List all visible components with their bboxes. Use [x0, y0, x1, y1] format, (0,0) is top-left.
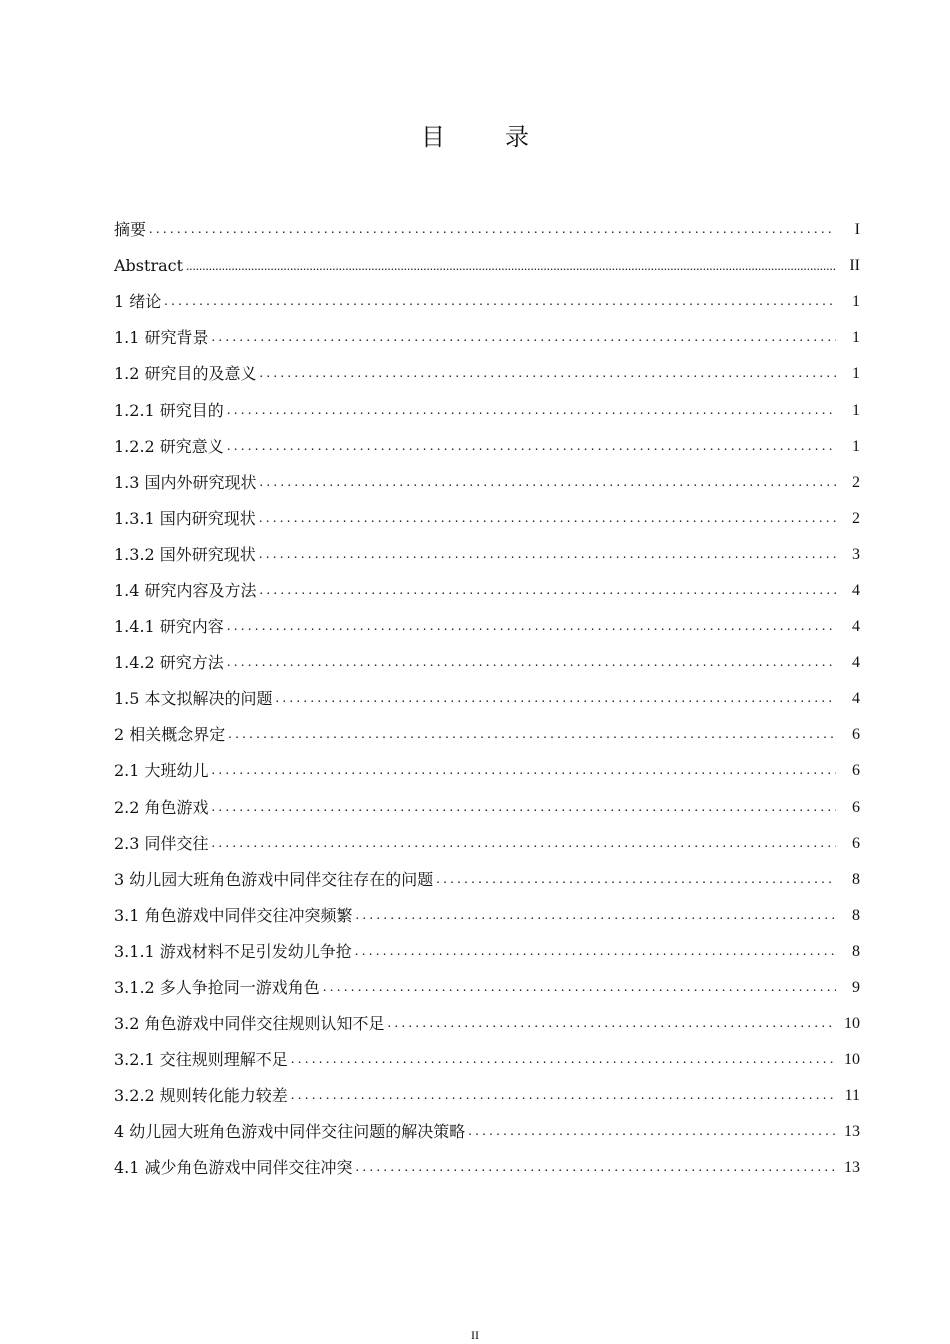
toc-leader-dots [291, 1050, 836, 1070]
toc-entry-label: 1.3 国内外研究现状 [114, 472, 257, 492]
toc-entry[interactable] [114, 429, 860, 465]
toc-entry-page: 1 [852, 437, 860, 455]
toc-entry[interactable] [114, 392, 860, 428]
toc-entry-page: 1 [852, 365, 860, 383]
toc-entry-page: 6 [852, 834, 860, 852]
toc-entry-page: 1 [852, 293, 860, 311]
toc-leader-dots [227, 437, 836, 457]
toc-entry-page: 4 [852, 618, 860, 636]
toc-entry-label: 1.3.2 国外研究现状 [114, 544, 256, 564]
toc-entry-label: 3.1 角色游戏中同伴交往冲突频繁 [114, 905, 353, 925]
page-number-footer: II [471, 1328, 479, 1342]
toc-entry[interactable] [114, 465, 860, 501]
toc-leader-dots [260, 581, 836, 601]
table-of-contents [114, 212, 860, 1187]
toc-entry-page: 10 [844, 1015, 860, 1033]
toc-leader-dots [212, 798, 836, 818]
toc-entry-label: 1.5 本文拟解决的问题 [114, 689, 273, 709]
toc-entry-page: 2 [852, 473, 860, 491]
toc-entry-label: 2.2 角色游戏 [114, 797, 209, 817]
toc-entry-label: 3.2.2 规则转化能力较差 [114, 1086, 288, 1106]
toc-entry-page: 8 [852, 906, 860, 924]
toc-entry-label: 2.1 大班幼儿 [114, 761, 209, 781]
toc-entry-label: 3.2.1 交往规则理解不足 [114, 1050, 288, 1070]
toc-entry-page: 8 [852, 942, 860, 960]
toc-entry[interactable] [114, 645, 860, 681]
toc-leader-dots [356, 906, 836, 926]
toc-entry[interactable] [114, 1006, 860, 1042]
toc-leader-dots [186, 256, 836, 276]
toc-entry-label: 1 绪论 [114, 292, 162, 312]
toc-entry[interactable] [114, 717, 860, 753]
toc-entry[interactable] [114, 753, 860, 789]
toc-leader-dots [212, 761, 836, 781]
toc-entry-page: 1 [852, 329, 860, 347]
toc-leader-dots [227, 401, 836, 421]
toc-entry-label: 1.3.1 国内研究现状 [114, 508, 256, 528]
toc-entry[interactable] [114, 790, 860, 826]
toc-leader-dots [436, 870, 836, 890]
toc-entry-label: 摘要 [114, 220, 147, 240]
toc-entry[interactable] [114, 284, 860, 320]
toc-entry[interactable] [114, 609, 860, 645]
toc-entry[interactable] [114, 320, 860, 356]
toc-entry-page: II [849, 257, 860, 275]
toc-entry-label: 3.1.2 多人争抢同一游戏角色 [114, 978, 320, 998]
toc-entry[interactable] [114, 356, 860, 392]
toc-leader-dots [260, 473, 836, 493]
toc-entry-label: 1.4.2 研究方法 [114, 653, 224, 673]
toc-leader-dots [228, 725, 836, 745]
toc-entry-page: I [854, 221, 860, 239]
toc-leader-dots [291, 1086, 836, 1106]
toc-entry-page: 8 [852, 870, 860, 888]
toc-entry-page: 1 [852, 401, 860, 419]
toc-entry-label: 1.2.1 研究目的 [114, 400, 224, 420]
toc-entry-page: 6 [852, 726, 860, 744]
toc-entry-label: 1.1 研究背景 [114, 328, 209, 348]
toc-entry[interactable] [114, 681, 860, 717]
toc-leader-dots [355, 942, 836, 962]
toc-entry[interactable] [114, 1078, 860, 1114]
toc-entry-page: 6 [852, 798, 860, 816]
toc-entry-page: 4 [852, 581, 860, 599]
toc-entry[interactable] [114, 1114, 860, 1150]
toc-leader-dots [259, 509, 836, 529]
toc-leader-dots [212, 328, 836, 348]
toc-entry-page: 13 [844, 1159, 860, 1177]
toc-entry-page: 2 [852, 509, 860, 527]
toc-entry[interactable] [114, 970, 860, 1006]
toc-entry-page: 13 [844, 1123, 860, 1141]
toc-entry-label: 2 相关概念界定 [114, 725, 226, 745]
toc-entry[interactable] [114, 862, 860, 898]
toc-leader-dots [276, 689, 836, 709]
toc-entry-page: 4 [852, 654, 860, 672]
toc-entry-page: 9 [852, 979, 860, 997]
toc-entry[interactable] [114, 1042, 860, 1078]
toc-entry-label: 2.3 同伴交往 [114, 833, 209, 853]
toc-entry-label: 3 幼儿园大班角色游戏中同伴交往存在的问题 [114, 869, 434, 889]
toc-leader-dots [149, 220, 836, 240]
toc-leader-dots [356, 1158, 836, 1178]
toc-entry[interactable] [114, 573, 860, 609]
toc-entry-page: 6 [852, 762, 860, 780]
toc-leader-dots [323, 978, 836, 998]
toc-entry-label: 3.2 角色游戏中同伴交往规则认知不足 [114, 1014, 385, 1034]
toc-entry-label: 1.2.2 研究意义 [114, 436, 224, 456]
toc-leader-dots [227, 617, 836, 637]
page-title: 目 录 [421, 123, 547, 151]
toc-entry[interactable] [114, 826, 860, 862]
toc-entry-label: 4.1 减少角色游戏中同伴交往冲突 [114, 1158, 353, 1178]
toc-entry[interactable] [114, 1150, 860, 1186]
toc-leader-dots [388, 1014, 836, 1034]
toc-entry-label: 1.2 研究目的及意义 [114, 364, 257, 384]
toc-entry-label: Abstract [114, 256, 184, 276]
toc-entry[interactable] [114, 898, 860, 934]
toc-leader-dots [468, 1122, 836, 1142]
toc-leader-dots [227, 653, 836, 673]
toc-entry-label: 1.4 研究内容及方法 [114, 580, 257, 600]
toc-entry-page: 3 [852, 545, 860, 563]
toc-leader-dots [164, 292, 836, 312]
toc-entry[interactable] [114, 537, 860, 573]
toc-entry-page: 11 [844, 1087, 860, 1105]
toc-entry-label: 1.4.1 研究内容 [114, 617, 224, 637]
toc-entry[interactable] [114, 501, 860, 537]
toc-entry-label: 4 幼儿园大班角色游戏中同伴交往问题的解决策略 [114, 1122, 466, 1142]
toc-leader-dots [260, 364, 836, 384]
toc-entry-page: 10 [844, 1051, 860, 1069]
toc-entry[interactable] [114, 212, 860, 248]
toc-entry[interactable] [114, 934, 860, 970]
toc-leader-dots [212, 834, 836, 854]
toc-entry[interactable] [114, 248, 860, 284]
toc-entry-page: 4 [852, 690, 860, 708]
toc-entry-label: 3.1.1 游戏材料不足引发幼儿争抢 [114, 941, 352, 961]
toc-leader-dots [259, 545, 836, 565]
